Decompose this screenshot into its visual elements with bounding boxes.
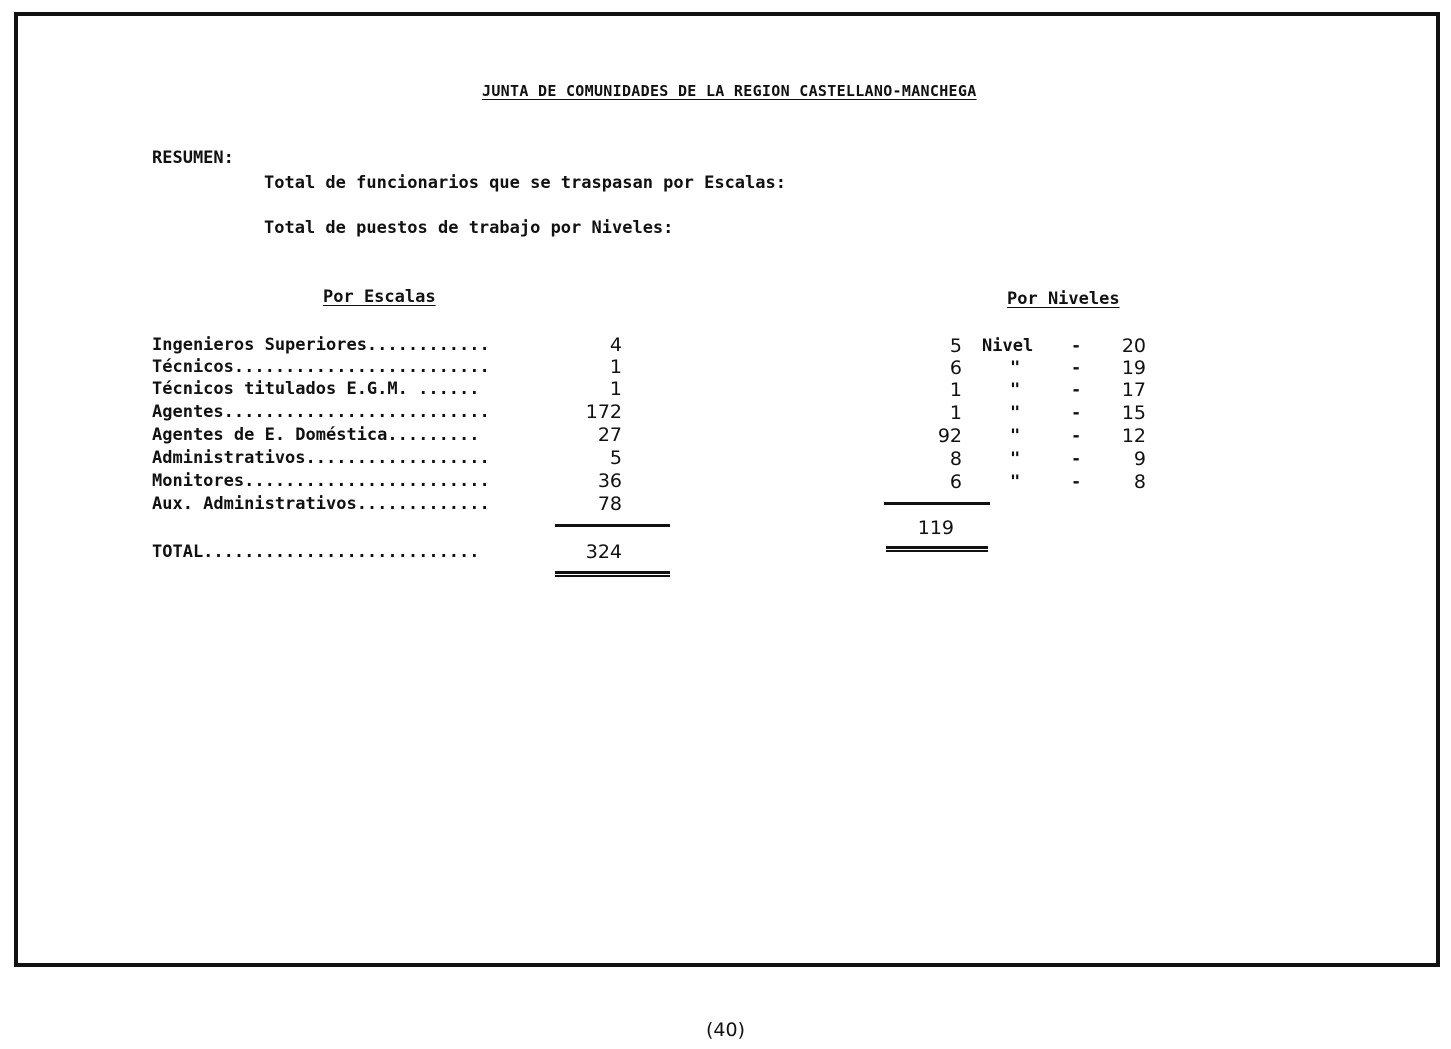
nivel-label: " — [1010, 449, 1021, 469]
escalas-total-label: TOTAL........................... — [152, 542, 480, 562]
escala-name: Ingenieros Superiores............ — [152, 335, 490, 355]
escala-name: Agentes de E. Doméstica......... — [152, 425, 480, 445]
resumen-label: RESUMEN: — [152, 148, 234, 168]
escalas-total-value: 324 — [585, 541, 622, 563]
resumen-line-niveles: Total de puestos de trabajo por Niveles: — [264, 218, 674, 238]
escala-value: 4 — [609, 334, 622, 356]
nivel-label: " — [1010, 472, 1021, 492]
niveles-heading: Por Niveles — [1007, 289, 1120, 309]
nivel-count: 6 — [949, 357, 962, 379]
escala-value: 172 — [585, 401, 622, 423]
nivel-count: 5 — [949, 335, 962, 357]
niveles-sum-rule — [884, 502, 990, 505]
nivel-dash: - — [1071, 358, 1082, 378]
nivel-dash: - — [1071, 380, 1082, 400]
nivel-level: 17 — [1121, 379, 1146, 401]
escala-name: Técnicos titulados E.G.M. ...... — [152, 379, 480, 399]
escala-name: Agentes.......................... — [152, 402, 490, 422]
nivel-level: 19 — [1121, 357, 1146, 379]
escala-name: Técnicos......................... — [152, 357, 490, 377]
escala-value: 1 — [609, 378, 622, 400]
nivel-level: 8 — [1133, 471, 1146, 493]
escala-name: Administrativos.................. — [152, 448, 490, 468]
nivel-count: 1 — [949, 402, 962, 424]
nivel-label: " — [1010, 358, 1021, 378]
escala-value: 1 — [609, 356, 622, 378]
nivel-label: " — [1010, 426, 1021, 446]
escalas-total-double-rule — [555, 571, 670, 577]
niveles-total-value: 119 — [917, 517, 954, 539]
escalas-heading: Por Escalas — [323, 287, 436, 307]
niveles-total-double-rule — [886, 546, 988, 552]
nivel-label: " — [1010, 380, 1021, 400]
document-title: JUNTA DE COMUNIDADES DE LA REGION CASTELLANO-MANCHEGA — [482, 82, 977, 100]
escala-name: Aux. Administrativos............. — [152, 494, 490, 514]
nivel-dash: - — [1071, 336, 1082, 356]
nivel-dash: - — [1071, 403, 1082, 423]
nivel-count: 1 — [949, 379, 962, 401]
nivel-count: 8 — [949, 448, 962, 470]
escala-value: 36 — [597, 470, 622, 492]
nivel-label: " — [1010, 403, 1021, 423]
escala-name: Monitores........................ — [152, 471, 490, 491]
nivel-dash: - — [1071, 426, 1082, 446]
nivel-dash: - — [1071, 472, 1082, 492]
nivel-dash: - — [1071, 449, 1082, 469]
nivel-level: 12 — [1121, 425, 1146, 447]
escala-value: 78 — [597, 493, 622, 515]
nivel-level: 9 — [1133, 448, 1146, 470]
escala-value: 5 — [609, 447, 622, 469]
nivel-level: 15 — [1121, 402, 1146, 424]
nivel-count: 92 — [937, 425, 962, 447]
escalas-sum-rule — [555, 524, 670, 527]
resumen-line-escalas: Total de funcionarios que se traspasan por Escalas: — [264, 173, 786, 193]
escala-value: 27 — [597, 424, 622, 446]
nivel-level: 20 — [1121, 335, 1146, 357]
page-number: (40) — [705, 1019, 745, 1041]
nivel-count: 6 — [949, 471, 962, 493]
nivel-label: Nivel — [982, 336, 1034, 356]
